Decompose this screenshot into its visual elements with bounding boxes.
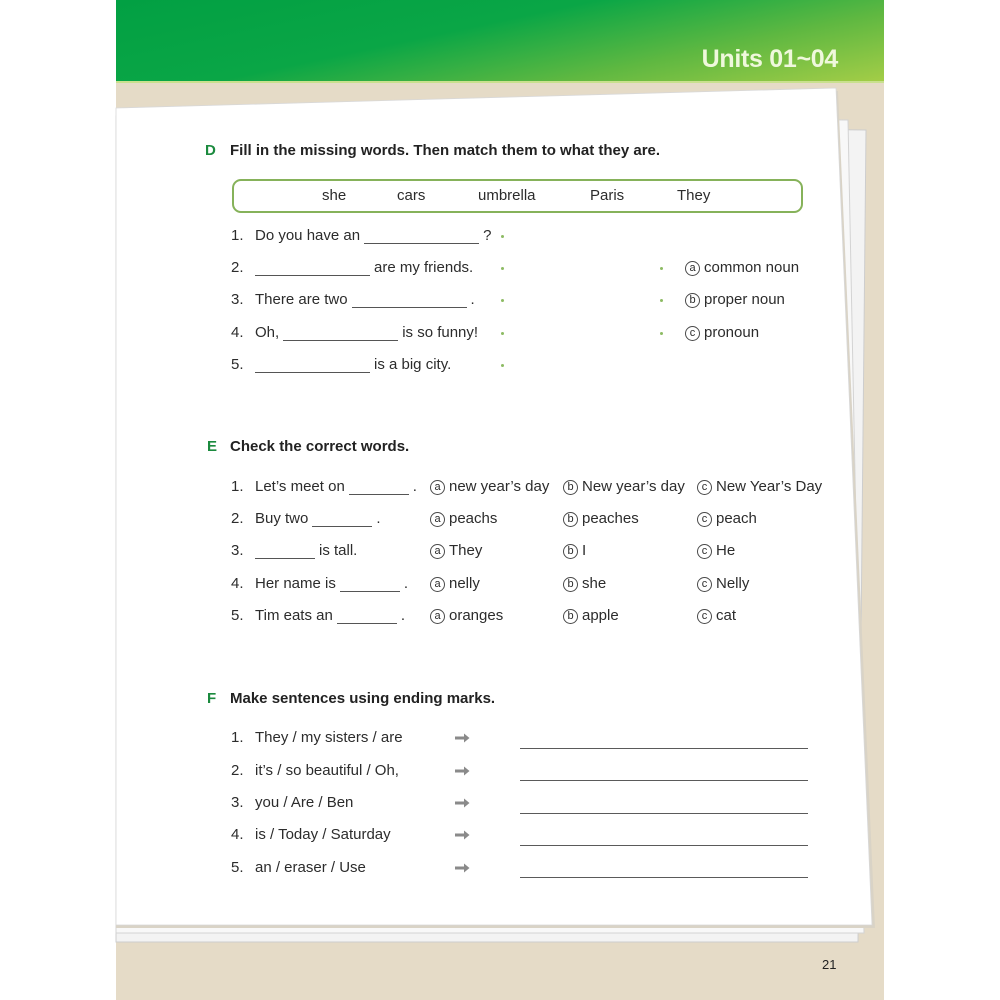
sentence-text: is so funny!: [402, 324, 479, 341]
circled-letter-icon: c: [685, 326, 700, 341]
answer-line: [520, 780, 808, 781]
answer-blank: [340, 577, 400, 592]
answer-blank: [364, 229, 479, 244]
circled-letter-icon: a: [430, 544, 445, 559]
choice-option-a: [430, 606, 503, 626]
choice-sentence: [255, 606, 405, 626]
option-text: He: [716, 542, 736, 559]
sentence-text: There are two: [255, 291, 348, 308]
circled-letter-icon: c: [697, 609, 712, 624]
choice-option-b: [563, 606, 619, 626]
answer-blank: [352, 293, 467, 308]
circled-letter-icon: b: [563, 480, 578, 495]
circled-letter-icon: c: [697, 512, 712, 527]
answer-line: [520, 845, 808, 846]
section-d-instruction: Fill in the missing words. Then match them to what they are.: [230, 142, 661, 159]
choice-option-a: [430, 574, 480, 594]
page-number: 21: [822, 957, 837, 972]
scrambled-words: it’s / so beautiful / Oh,: [255, 762, 399, 779]
sentence-text: ?: [483, 227, 492, 244]
option-text: she: [582, 575, 607, 592]
fill-in-sentence: [255, 226, 491, 246]
item-number: 2.: [231, 510, 244, 527]
word-bank-item: umbrella: [478, 187, 536, 204]
sentence-text: Buy two: [255, 510, 309, 527]
choice-option-c: [697, 541, 735, 561]
item-number: 2.: [231, 762, 244, 779]
item-number: 4.: [231, 324, 244, 341]
word-bank-item: she: [322, 187, 347, 204]
fill-in-sentence: [255, 290, 475, 310]
circled-letter-icon: b: [563, 544, 578, 559]
circled-letter-icon: b: [563, 609, 578, 624]
sentence-text: are my friends.: [374, 259, 474, 276]
sentence-text: Do you have an: [255, 227, 361, 244]
fill-in-sentence: [255, 355, 451, 375]
item-number: 1.: [231, 729, 244, 746]
sentence-text: is a big city.: [374, 356, 452, 373]
choice-sentence: [255, 574, 408, 594]
item-number: 3.: [231, 542, 244, 559]
option-text: peaches: [582, 510, 639, 527]
option-text: nelly: [449, 575, 480, 592]
choice-option-b: [563, 541, 586, 561]
answer-blank: [349, 480, 409, 495]
item-number: 5.: [231, 607, 244, 624]
match-dot: [501, 364, 504, 367]
choice-option-b: [563, 574, 606, 594]
match-dot: [501, 235, 504, 238]
answer-blank: [337, 609, 397, 624]
choice-option-a: [430, 509, 497, 529]
word-bank-item: cars: [397, 187, 426, 204]
option-text: cat: [716, 607, 737, 624]
answer-blank: [255, 544, 315, 559]
item-number: 1.: [231, 227, 244, 244]
section-d-letter: D: [205, 142, 216, 159]
option-text: apple: [582, 607, 619, 624]
sentence-text: Oh,: [255, 324, 280, 341]
option-text: oranges: [449, 607, 504, 624]
section-e-letter: E: [207, 438, 218, 455]
option-text: I: [582, 542, 587, 559]
answer-line: [520, 877, 808, 878]
section-f-letter: F: [207, 690, 217, 707]
choice-option-a: [430, 541, 482, 561]
circled-letter-icon: c: [697, 544, 712, 559]
category-option: [685, 258, 799, 278]
circled-letter-icon: b: [685, 293, 700, 308]
circled-letter-icon: c: [697, 577, 712, 592]
sentence-text: .: [412, 478, 417, 495]
paper-sheet-front: [116, 88, 872, 925]
answer-blank: [312, 512, 372, 527]
item-number: 4.: [231, 826, 244, 843]
circled-letter-icon: a: [430, 480, 445, 495]
circled-letter-icon: a: [685, 261, 700, 276]
category-label: common noun: [704, 259, 800, 276]
category-option: [685, 323, 759, 343]
answer-blank: [255, 261, 370, 276]
answer-line: [520, 748, 808, 749]
item-number: 5.: [231, 356, 244, 373]
circled-letter-icon: b: [563, 577, 578, 592]
scrambled-words: you / Are / Ben: [255, 794, 354, 811]
answer-blank: [283, 326, 398, 341]
category-label: proper noun: [704, 291, 785, 308]
option-text: They: [449, 542, 483, 559]
item-number: 1.: [231, 478, 244, 495]
option-text: new year’s day: [449, 478, 550, 495]
circled-letter-icon: a: [430, 512, 445, 527]
unit-range-title: Units 01~04: [701, 45, 838, 73]
match-dot: [660, 332, 663, 335]
answer-line: [520, 813, 808, 814]
sentence-text: is tall.: [319, 542, 358, 559]
sentence-text: .: [376, 510, 381, 527]
section-f-instruction: Make sentences using ending marks.: [230, 690, 496, 707]
right-arrow-icon: [455, 830, 470, 840]
choice-option-b: [563, 477, 685, 497]
sentence-text: .: [403, 575, 409, 592]
section-e-instruction: Check the correct words.: [230, 438, 410, 455]
match-dot: [501, 332, 504, 335]
option-text: peachs: [449, 510, 498, 527]
choice-sentence: [255, 509, 381, 529]
scrambled-words: They / my sisters / are: [255, 729, 403, 746]
item-number: 3.: [231, 291, 244, 308]
right-arrow-icon: [455, 733, 470, 743]
word-bank-item: They: [677, 187, 711, 204]
category-label: pronoun: [704, 324, 760, 341]
option-text: peach: [716, 510, 757, 527]
circled-letter-icon: c: [697, 480, 712, 495]
fill-in-sentence: [255, 323, 478, 343]
match-dot: [660, 267, 663, 270]
answer-blank: [255, 358, 370, 373]
sentence-text: Her name is: [255, 575, 336, 592]
right-arrow-icon: [455, 863, 470, 873]
choice-option-c: [697, 606, 736, 626]
word-bank-item: Paris: [590, 187, 625, 204]
choice-sentence: [255, 477, 417, 497]
choice-option-c: [697, 574, 749, 594]
circled-letter-icon: b: [563, 512, 578, 527]
sentence-text: Let’s meet on: [255, 478, 345, 495]
sentence-text: .: [470, 291, 475, 308]
circled-letter-icon: a: [430, 609, 445, 624]
category-option: [685, 290, 785, 310]
match-dot: [501, 299, 504, 302]
match-dot: [660, 299, 663, 302]
sentence-text: .: [400, 607, 405, 624]
choice-option-b: [563, 509, 639, 529]
item-number: 5.: [231, 859, 244, 876]
option-text: New year’s day: [582, 478, 685, 495]
fill-in-sentence: [255, 258, 473, 278]
right-arrow-icon: [455, 766, 470, 776]
match-dot: [501, 267, 504, 270]
item-number: 3.: [231, 794, 244, 811]
right-arrow-icon: [455, 798, 470, 808]
choice-option-c: [697, 477, 822, 497]
item-number: 2.: [231, 259, 244, 276]
sentence-text: Tim eats an: [255, 607, 333, 624]
option-text: New Year’s Day: [716, 478, 823, 495]
scrambled-words: an / eraser / Use: [255, 859, 366, 876]
circled-letter-icon: a: [430, 577, 445, 592]
choice-option-a: [430, 477, 549, 497]
item-number: 4.: [231, 575, 244, 592]
option-text: Nelly: [716, 575, 750, 592]
choice-option-c: [697, 509, 757, 529]
scrambled-words: is / Today / Saturday: [255, 826, 391, 843]
choice-sentence: [255, 541, 357, 561]
